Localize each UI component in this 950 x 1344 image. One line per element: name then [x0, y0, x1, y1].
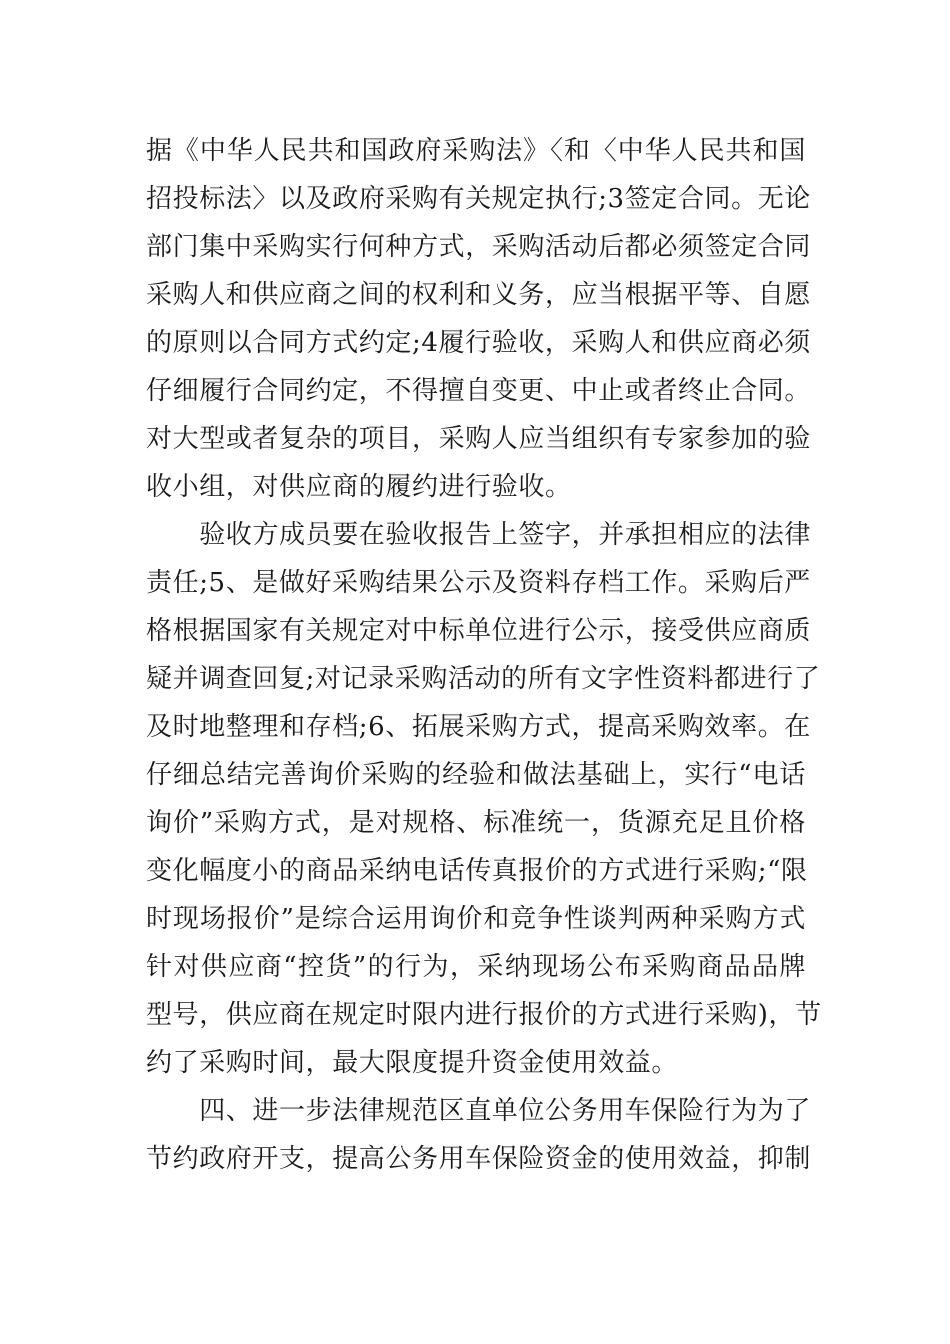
- text-line: 疑并调查回复;对记录采购活动的所有文字性资料都进行了: [146, 664, 821, 694]
- text-line: 针对供应商“控货”的行为，采纳现场公布采购商品品牌: [146, 952, 806, 982]
- text-line: 对大型或者复杂的项目，采购人应当组织有专家参加的验: [146, 424, 812, 454]
- text-line: 及时地整理和存档;6、拓展采购方式，提高采购效率。在: [146, 712, 811, 742]
- text-line: 据《中华人民共和国政府采购法》〈和〈中华人民共和国: [146, 136, 806, 166]
- text-line: 询价”采购方式，是对规格、标准统一，货源充足且价格: [146, 808, 806, 838]
- document-body: [146, 127, 822, 1183]
- text-line: 节约政府开支，提高公务用车保险资金的使用效益，抑制: [146, 1144, 812, 1174]
- text-line: 变化幅度小的商品采纳电话传真报价的方式进行采购;“限: [146, 856, 808, 886]
- text-line: 部门集中采购实行何种方式，采购活动后都必须签定合同: [146, 232, 812, 262]
- text-line: 仔细履行合同约定，不得擅自变更、中止或者终止合同。: [146, 376, 812, 406]
- text-line: 的原则以合同方式约定;4履行验收，采购人和供应商必须: [146, 328, 811, 358]
- paragraph-3: [146, 1087, 812, 1183]
- text-line: 采购人和供应商之间的权利和义务，应当根据平等、自愿: [146, 280, 812, 310]
- paragraph-1: [146, 127, 812, 511]
- text-line: 时现场报价”是综合运用询价和竞争性谈判两种采购方式: [146, 904, 806, 934]
- text-line: 收小组，对供应商的履约进行验收。: [146, 472, 572, 502]
- text-line: 验收方成员要在验收报告上签字，并承担相应的法律: [146, 520, 812, 550]
- paragraph-2: [146, 511, 822, 1087]
- text-line: 格根据国家有关规定对中标单位进行公示，接受供应商质: [146, 616, 812, 646]
- text-line: 型号，供应商在规定时限内进行报价的方式进行采购)，节: [146, 1000, 822, 1030]
- text-line: 四、进一步法律规范区直单位公务用车保险行为为了: [146, 1096, 812, 1126]
- text-line: 招投标法〉以及政府采购有关规定执行;3签定合同。无论: [146, 184, 811, 214]
- text-line: 责任;5、是做好采购结果公示及资料存档工作。采购后严: [146, 568, 811, 598]
- text-line: 约了采购时间，最大限度提升资金使用效益。: [146, 1048, 679, 1078]
- text-line: 仔细总结完善询价采购的经验和做法基础上，实行“电话: [146, 760, 806, 790]
